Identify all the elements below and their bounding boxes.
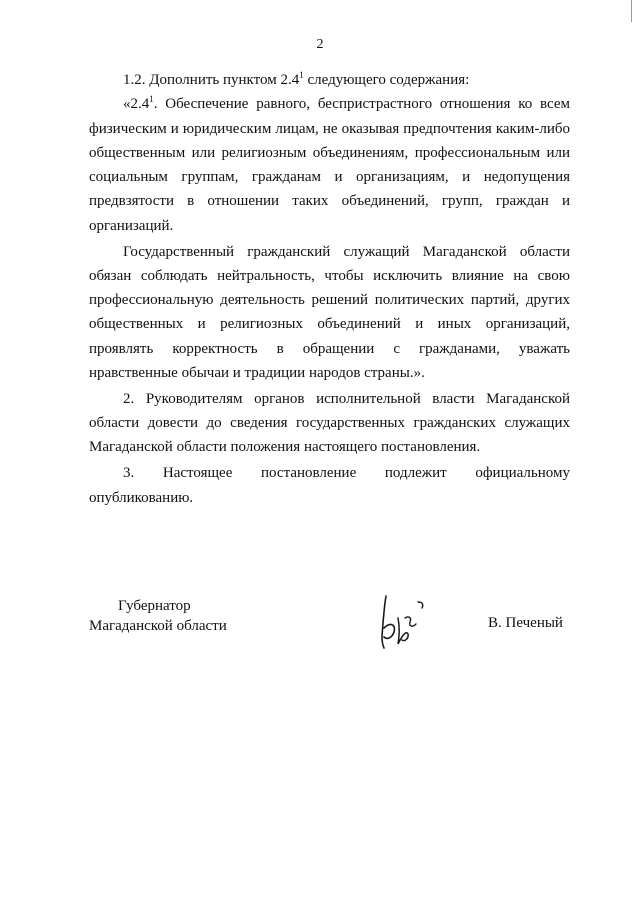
paragraph-3: 3. Настоящее постановление подлежит официальному опубликованию. xyxy=(89,465,570,506)
signatory-title: Губернатор Магаданской области xyxy=(89,598,227,634)
scan-edge-line xyxy=(631,0,632,22)
document-body xyxy=(89,68,570,510)
superscript: 1 xyxy=(299,70,304,80)
paragraph-2: 2. Руководителям органов исполнительной власти Магаданской области довести до сведения государственных гражданских служащих Магаданской области положения настоящего постановления. xyxy=(89,390,570,456)
signatory-name: В. Печеный xyxy=(488,615,563,631)
paragraph-1-2: 1.2. Дополнить пунктом $2.4^1$ следующего содержания: xyxy=(123,70,470,88)
paragraph-2-4-1: «$2.4^1$. Обеспечение равного, беспристрастного отношения ко всем физическим и юридическим лицам, не оказывая предпочтения каким-либо общественным или религиозным объединениям, профессиональным или социальным группам, гражданам и организациям, и недопущения предвзятости в отношении таких объединений, групп, граждан и организаций. xyxy=(89,94,570,234)
superscript: 1 xyxy=(149,94,154,105)
handwritten-signature xyxy=(372,588,442,658)
page-number: 2 xyxy=(316,37,324,52)
paragraph-neutrality: Государственный гражданский служащий Магаданской области обязан соблюдать нейтральность, чтобы исключить влияние на свою профессиональную деятельность решений политических партий, других общественных и религиозных объединений и иных организаций, проявлять корректность в обращении с гражданами, уважать нравственные обычаи и традиции народов страны.». xyxy=(89,243,570,382)
